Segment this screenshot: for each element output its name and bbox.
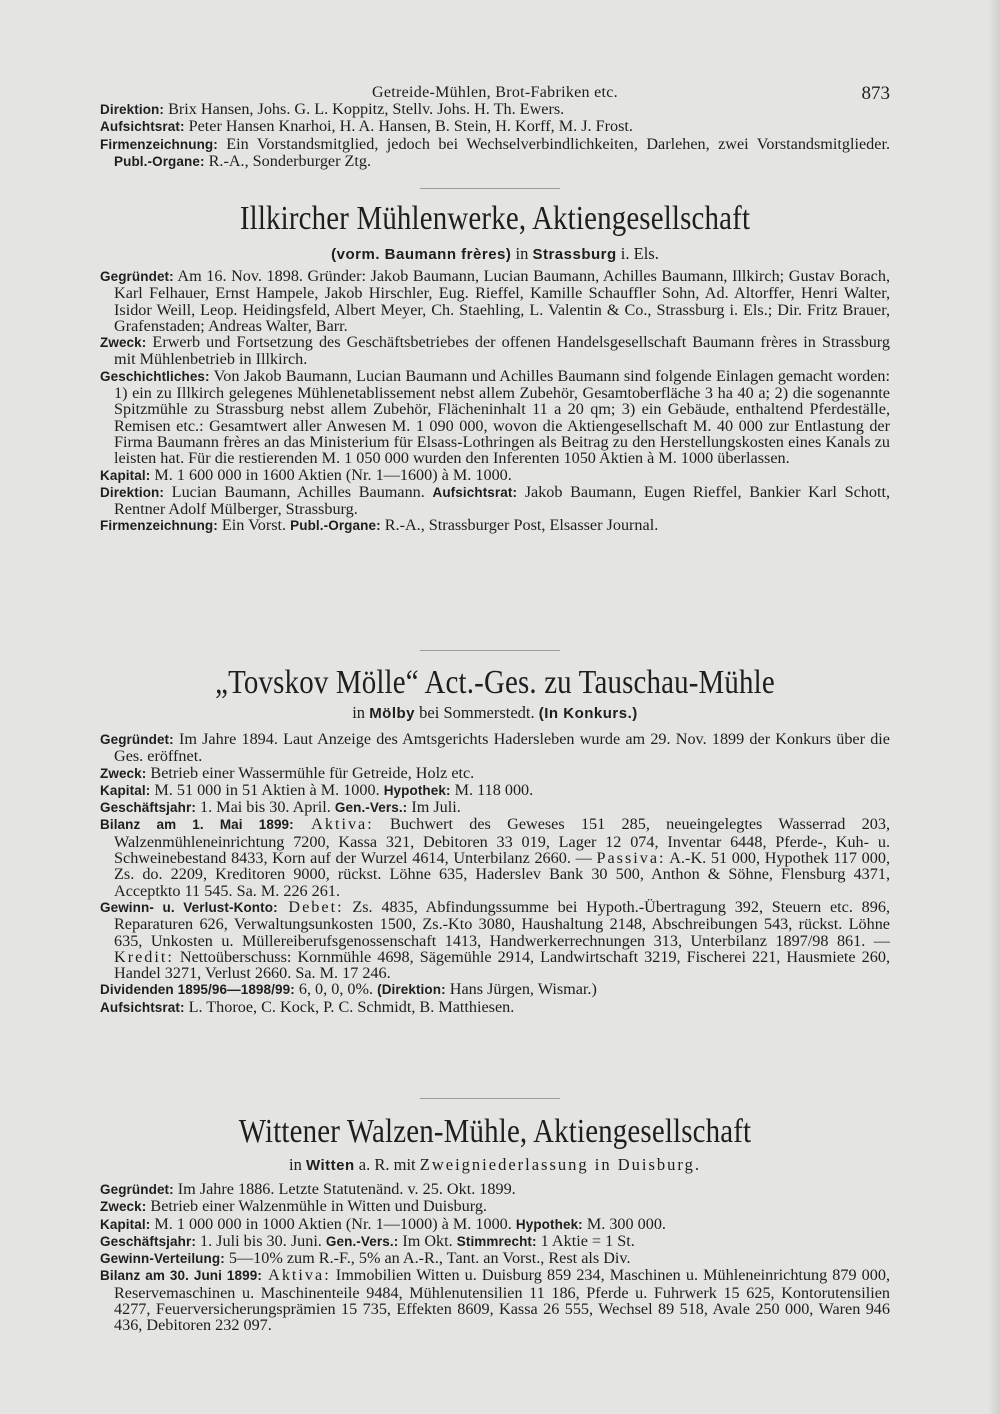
entry-paragraph: [100, 368, 890, 467]
field-text: Aktiva:: [261, 1266, 331, 1285]
section-subtitle-wittener: [100, 1155, 890, 1175]
entry-paragraph: [100, 1181, 890, 1198]
field-text: M. 118 000.: [450, 780, 534, 799]
field-label: Firmenzeichnung:: [100, 136, 218, 152]
field-text: Von Jakob Baumann, Lucian Baumann und Achilles Baumann sind folgende Einlagen gemacht worden: 1) ein zu Illkirch gelegenes Mühlenetablissement nebst allem Zubehör, Gesamtoberfläche 3 ha 40 a; 2) die sogenannte Spitzmühle zu Strassburg nebst allem Zubehör, Flächeninhalt 11 a 20 qm; 3) ein Gebäude, enthaltend Pferdeställe, Remisen etc.: Gesamtwert aller Anwesen M. 1 090 000, wovon die Aktiengesellschaft M. 40 000 zur Entlastung der Firma Baumann frères an das Ministerium für Elsass-Lothringen als Beitrag zu den Herstellungskosten eines Kanals zu leisten hat. Für die restierenden M. 1 050 000 wurden den Inferenten 1050 Aktien à M. 1000 überlassen.: [114, 366, 890, 468]
field-label: Aufsichtsrat:: [432, 484, 518, 500]
field-text: Im Okt.: [398, 1231, 457, 1250]
section-subtitle-tovskov: [100, 703, 890, 723]
field-text: bei Sommerstedt.: [415, 703, 539, 722]
entry-paragraph: [100, 268, 890, 334]
field-label: Gewinn- u. Verlust-Konto:: [100, 899, 278, 915]
field-label: Aufsichtsrat:: [100, 999, 185, 1015]
field-text: a. R. mit: [354, 1155, 420, 1174]
field-label: Gen.-Vers.:: [325, 1233, 399, 1249]
entry-paragraph: [100, 999, 890, 1016]
field-label: Kapital:: [100, 1216, 151, 1232]
field-label: (Direktion:: [377, 982, 446, 998]
field-text: Kredit:: [114, 947, 174, 966]
field-text: Im Juli.: [407, 798, 461, 817]
running-title: Getreide-Mühlen, Brot-Fabriken etc.: [372, 84, 618, 101]
field-label: Zweck:: [100, 1199, 147, 1215]
field-label: Stimmrecht:: [456, 1233, 537, 1249]
entry-paragraph: [100, 1267, 890, 1333]
entry-paragraph: [100, 1233, 890, 1250]
section-wittener: [100, 1181, 890, 1334]
field-text: Buchwert des Geweses 151 285, neueingelegtes Wasserrad 203, Walzenmühleneinrichtung 7200, Kassa 321, Debitoren 33 019, Lager 12 074, Inventar 6448, Pferde-, Kuh- u. Schweinebestand 8433, Korn auf der Wurzel 4614, Unterbilanz 2660. —: [114, 815, 890, 868]
field-text: Zweigniederlassung in Duisburg.: [419, 1155, 701, 1174]
field-text: Nettoüberschuss: Kornmühle 4698, Sägemühle 2914, Landwirtschaft 3219, Fischerei 221, Hausmiete 260, Handel 3271, Verlust 2660. Sa. M. 17 246.: [114, 947, 890, 983]
entry-paragraph: [100, 816, 890, 898]
field-label: Dividenden 1895/96—1898/99:: [100, 982, 295, 998]
field-text: Passiva:: [596, 849, 666, 868]
field-label: Gewinn-Verteilung:: [100, 1251, 225, 1267]
section-divider: [420, 188, 560, 189]
field-text: Am 16. Nov. 1898. Gründer: Jakob Baumann, Lucian Baumann, Achilles Baumann, Illkirch; Gustav Borach, Karl Felhauer, Ernst Hampele, Jakob Hirschler, Eug. Rieffel, Kamille Schauffler Sohn, Ad. Altorffer, Henri Walter, Isidor Weill, Leop. Heidingsfeld, Albert Meyer, Ch. Staehling, L. Valentin & Co., Strassburg i. Els.; Dir. Fritz Brauer, Grafenstaden; Andreas Walter, Barr.: [114, 267, 890, 335]
field-label: Bilanz am 30. Juni 1899:: [100, 1268, 262, 1284]
field-text: Brix Hansen, Johs. G. L. Koppitz, Stellv. Johs. H. Th. Ewers.: [164, 100, 565, 118]
entry-paragraph: [100, 799, 890, 816]
field-text: M. 300 000.: [582, 1214, 666, 1233]
field-text: Betrieb einer Wassermühle für Getreide, Holz etc.: [146, 763, 475, 782]
entry-paragraph: [100, 484, 890, 518]
field-label: Hypothek:: [515, 1216, 583, 1232]
field-text: Immobilien Witten u. Duisburg 859 234, Maschinen u. Mühleneinrichtung 879 000, Reservemaschinen u. Maschinenteile 9484, Mühlenutensilien 11 186, Pferde u. Fuhrwerk 15 625, Kontorutensilien 4277, Feuerversicherungsprämien 15 735, Effekten 8609, Kassa 26 555, Wechsel 89 518, Avale 250 000, Waren 946 436, Debitoren 232 097.: [114, 1266, 891, 1335]
entry-paragraph: [100, 731, 890, 765]
field-text: M. 1 600 000 in 1600 Aktien (Nr. 1—1600) à M. 1000.: [150, 465, 512, 484]
field-text: R.-A., Strassburger Post, Elsasser Journal.: [380, 516, 659, 535]
field-label: Geschäftsjahr:: [100, 800, 196, 816]
field-label: Firmenzeichnung:: [100, 518, 218, 534]
field-text: Betrieb einer Walzenmühle in Witten und Duisburg.: [146, 1197, 487, 1216]
field-label: (vorm. Baumann frères): [331, 246, 512, 263]
field-label: Geschäftsjahr:: [100, 1233, 196, 1249]
field-text: 1. Juli bis 30. Juni.: [195, 1231, 326, 1250]
page-edge: [988, 0, 1000, 1414]
field-text: L. Thoroe, C. Kock, P. C. Schmidt, B. Matthiesen.: [184, 997, 515, 1016]
entry-paragraph: [100, 334, 890, 368]
entry-paragraph: [100, 981, 890, 998]
section-illkircher: [100, 268, 890, 535]
field-text: Jakob Baumann, Eugen Rieffel, Bankier Karl Schott, Rentner Adolf Mülberger, Strassburg.: [114, 482, 890, 519]
field-label: Publ.-Organe:: [290, 518, 381, 534]
field-label: Witten: [305, 1157, 355, 1174]
field-text: in: [289, 1155, 306, 1174]
entry-paragraph: [100, 517, 890, 534]
field-label: Aufsichtsrat:: [100, 119, 185, 135]
field-text: in: [511, 244, 533, 263]
entry-paragraph: [100, 136, 890, 171]
field-text: 6, 0, 0, 0%.: [294, 980, 378, 999]
field-label: Kapital:: [100, 782, 151, 798]
section-title-tovskov: „Tovskov Mölle“ Act.-Ges. zu Tauschau-Mühle: [215, 664, 775, 701]
field-text: Aktiva:: [293, 815, 374, 834]
field-label: Bilanz am 1. Mai 1899:: [100, 817, 294, 833]
field-text: Im Jahre 1886. Letzte Statutenänd. v. 25. Okt. 1899.: [173, 1180, 516, 1198]
entry-paragraph: [100, 1216, 890, 1233]
field-text: Erwerb und Fortsetzung des Geschäftsbetriebes der offenen Handelsgesellschaft Baumann frères in Strassburg mit Mühlenbetrieb in Illkirch.: [114, 333, 890, 369]
field-text: A.-K. 51 000, Hypothek 117 000, Zs. do. 2209, Kreditoren 9000, rückst. Löhne 635, Haderslev Bank 30 500, Anthon & Söhne, Flensburg 4371, Acceptkto 11 545. Sa. M. 226 261.: [114, 849, 890, 900]
section-tovskov: [100, 731, 890, 1016]
field-label: Gegründet:: [100, 732, 174, 747]
field-text: M. 51 000 in 51 Aktien à M. 1000.: [150, 780, 384, 799]
field-label: Kapital:: [100, 467, 151, 483]
field-text: 1 Aktie = 1 St.: [536, 1231, 635, 1250]
field-label: Direktion:: [100, 484, 165, 500]
field-label: Gen.-Vers.:: [334, 800, 408, 816]
field-label: Gegründet:: [100, 1182, 174, 1197]
field-text: i. Els.: [616, 244, 659, 263]
field-label: (In Konkurs.): [538, 705, 638, 722]
field-text: Hans Jürgen, Wismar.): [445, 980, 597, 999]
field-text: M. 1 000 000 in 1000 Aktien (Nr. 1—1000) à M. 1000.: [150, 1214, 516, 1233]
section-divider: [420, 650, 560, 651]
field-text: Ein Vorstandsmitglied, jedoch bei Wechselverbindlichkeiten, Darlehen, zwei Vorstandsmitglieder.: [217, 134, 890, 153]
field-label: Direktion:: [100, 102, 165, 117]
field-label: Hypothek:: [383, 782, 451, 798]
section-divider: [420, 1098, 560, 1099]
entry-paragraph: [100, 1250, 890, 1267]
section-title-wittener: Wittener Walzen-Mühle, Aktiengesellschaft: [238, 1113, 752, 1150]
field-text: Zs. 4835, Abfindungssumme bei Hypoth.-Übertragung 392, Steuern etc. 896, Reparaturen 626, Verwaltungsunkosten 1500, Zs.-Kto 3080, Haushaltung 2148, Abschreibungen 543, rückst. Löhne 635, Unkosten u. Müllereiberufsgenossenschaft 1413, Handwerkerrechnungen 313, Unterbilanz 1897/98 861. —: [114, 897, 890, 950]
entry-paragraph: [100, 765, 890, 782]
entry-paragraph: [100, 467, 890, 484]
section-previous-entry-tail: [100, 101, 890, 170]
field-text: 1. Mai bis 30. April.: [195, 798, 335, 817]
field-text: 5—10% zum R.-F., 5% an A.-R., Tant. an Vorst., Rest als Div.: [224, 1249, 631, 1268]
field-label: Publ.-Organe:: [114, 153, 205, 169]
entry-paragraph: [100, 899, 890, 981]
field-label: Gegründet:: [100, 269, 174, 284]
field-text: Ein Vorst.: [217, 516, 291, 535]
field-text: Debet:: [277, 897, 344, 916]
field-text: Peter Hansen Knarhoi, H. A. Hansen, B. Stein, H. Korff, M. J. Frost.: [184, 117, 633, 136]
field-label: Geschichtliches:: [100, 368, 210, 384]
field-text: Im Jahre 1894. Laut Anzeige des Amtsgerichts Hadersleben wurde am 29. Nov. 1899 der Konkurs über die Ges. eröffnet.: [114, 730, 890, 766]
section-title-illkircher: Illkircher Mühlenwerke, Aktiengesellschaft: [239, 200, 751, 237]
field-label: Zweck:: [100, 765, 147, 781]
field-label: Zweck:: [100, 335, 147, 351]
entry-paragraph: [100, 782, 890, 799]
field-label: Strassburg: [532, 246, 617, 263]
page-number: 873: [861, 83, 890, 104]
entry-paragraph: [100, 1198, 890, 1215]
field-text: in: [352, 703, 370, 722]
field-text: Lucian Baumann, Achilles Baumann.: [164, 482, 433, 501]
entry-paragraph: [100, 118, 890, 135]
section-subtitle-illkircher: [100, 244, 890, 264]
field-text: R.-A., Sonderburger Ztg.: [204, 151, 372, 170]
entry-paragraph: [100, 101, 890, 118]
field-label: Mölby: [369, 705, 416, 722]
